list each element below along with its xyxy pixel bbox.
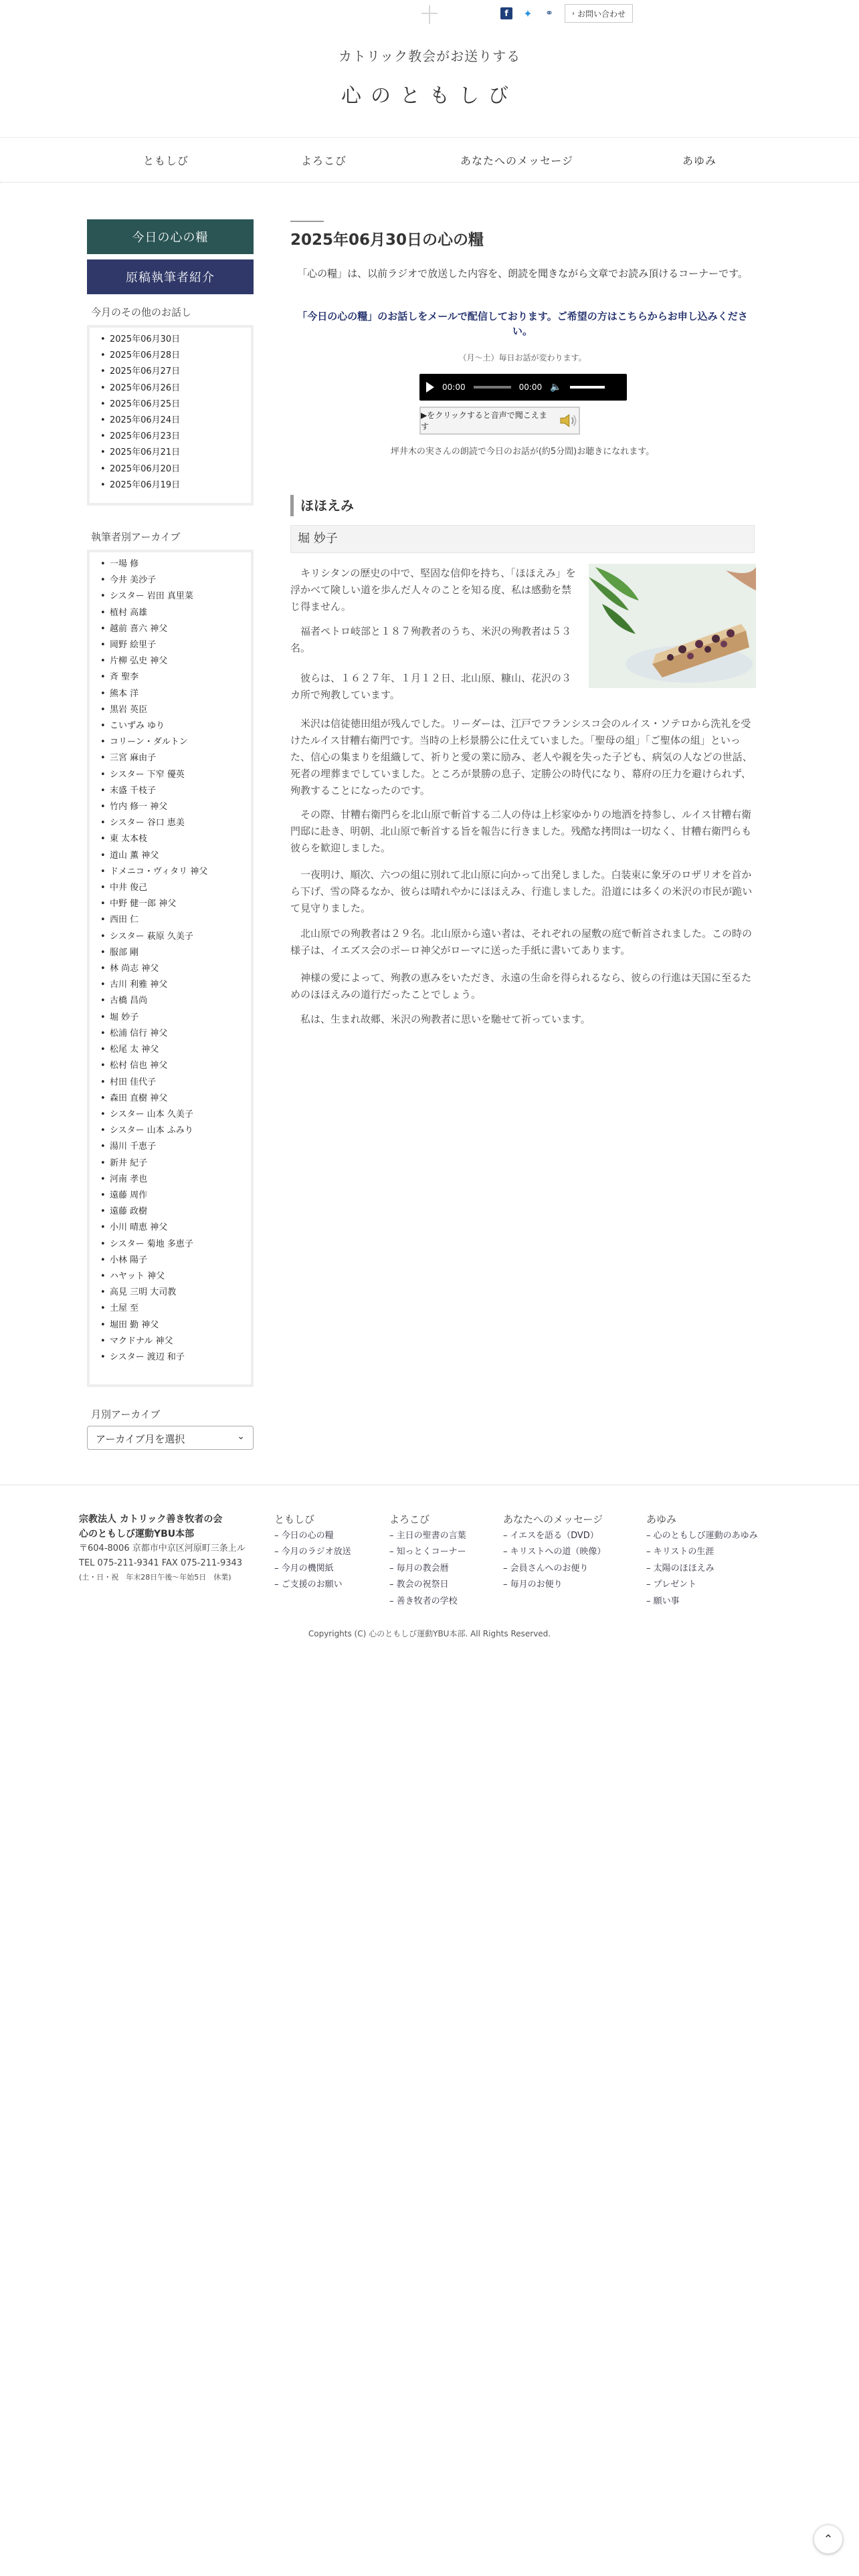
volume-slider[interactable] — [570, 386, 605, 389]
footer-col-heading[interactable]: あなたへのメッセージ — [503, 1513, 603, 1525]
author-archive-link[interactable]: • 黒岩 英臣 — [110, 702, 251, 718]
dash-icon: – — [646, 1580, 654, 1590]
footer-link[interactable] — [389, 1594, 466, 1610]
author-archive-link[interactable]: • 森田 直樹 神父 — [110, 1091, 251, 1107]
footer-link[interactable] — [646, 1561, 758, 1577]
story-paragraph: 神様の愛によって、殉教の恵みをいただき、永遠の生命を得られるなら、彼らの行進は天国に至るためのほほえみの道行だったことでしょう。 — [290, 972, 752, 1000]
author-archive-link[interactable]: • 三宮 麻由子 — [110, 750, 251, 766]
other-story-link[interactable]: • 2025年06月25日 — [110, 397, 251, 413]
footer-col-message — [503, 1512, 605, 1594]
author-archive-link[interactable]: • 松尾 太 神父 — [110, 1042, 251, 1058]
author-archive-link[interactable]: • 服部 剛 — [110, 945, 251, 961]
today-button[interactable]: 今日の心の糧 — [87, 219, 254, 254]
footer-link[interactable] — [389, 1561, 466, 1577]
other-stories-box — [87, 325, 254, 506]
dash-icon: – — [503, 1563, 510, 1574]
audio-player — [419, 374, 627, 401]
top-bar — [500, 4, 633, 23]
monthly-archive-heading: 月別アーカイブ — [91, 1408, 161, 1420]
contact-label: お問い合わせ — [577, 9, 626, 19]
footer-org-branch: 心のともしび運動YBU本部 — [79, 1529, 195, 1539]
chevron-up-icon: ⌃ — [823, 2532, 834, 2547]
author-archive-link[interactable]: • 末盛 千枝子 — [110, 783, 251, 799]
play-icon[interactable] — [426, 382, 434, 393]
other-story-link[interactable]: • 2025年06月24日 — [110, 413, 251, 429]
dash-icon: – — [389, 1580, 397, 1590]
footer-col-tomoshibi — [274, 1512, 351, 1594]
mail-notice-link[interactable]: 「今日の心の糧」のお話しをメールで配信しております。ご希望の方はこちらからお申し込みください。 — [297, 310, 748, 337]
site-tagline: カトリック教会がお送りする — [338, 48, 521, 64]
author-archive-link[interactable]: • 道山 薫 神父 — [110, 848, 251, 864]
author-archive-link[interactable]: • 片柳 弘史 神父 — [110, 653, 251, 669]
dash-icon: – — [389, 1563, 397, 1574]
author-archive-link[interactable]: • 村田 佳代子 — [110, 1075, 251, 1091]
author-archive-link[interactable]: • 竹内 修一 神父 — [110, 799, 251, 815]
footer-link[interactable] — [503, 1561, 605, 1577]
footer-link-label: 善き牧者の学校 — [396, 1596, 458, 1606]
monthly-archive-select-value: アーカイブ月を選択 — [96, 1433, 185, 1445]
footer-link[interactable] — [389, 1528, 466, 1544]
authors-list — [90, 552, 251, 1370]
dash-icon: – — [503, 1580, 510, 1590]
dash-icon: – — [646, 1563, 654, 1574]
other-story-link[interactable]: • 2025年06月23日 — [110, 429, 251, 445]
title-rule — [290, 221, 324, 222]
footer-hours: (土・日・祝 年末28日午後〜年始5日 休業) — [79, 1573, 231, 1582]
page-title: 2025年06月30日の心の糧 — [290, 231, 484, 249]
author-archive-link[interactable]: • 湯川 千恵子 — [110, 1139, 251, 1155]
footer-link-label: 教会の祝祭日 — [396, 1580, 449, 1590]
dash-icon: – — [503, 1547, 510, 1558]
author-archive-link[interactable]: • 松浦 信行 神父 — [110, 1026, 251, 1042]
author-archive-link[interactable]: • 高見 三明 大司教 — [110, 1285, 251, 1301]
footer-link[interactable] — [646, 1528, 758, 1544]
story-paragraph: 米沢は信徒徳田組が残んでした。リーダーは、江戸でフランシスコ会のルイス・ソテロから洗礼を受けたルイス甘糟右衛門です。当時の上杉景勝公に仕えていました。「聖母の組」「ご聖体の組」といった、信心の集まりを組織して、祈りと愛の業に励み、老人や親を失った子ども、病気の人などの世話、死者の埋葬までしていました。ところが景勝の息子、定勝公の時代になり、幕府の圧力を避けられず、殉教することになったのです。 — [290, 718, 753, 796]
footer-org — [79, 1512, 260, 1584]
author-name: 堀 妙子 — [290, 525, 755, 553]
author-archive-link[interactable]: • 植村 高雄 — [110, 605, 251, 621]
footer-link[interactable] — [646, 1577, 758, 1593]
author-archive-link[interactable]: • 堀 妙子 — [110, 1010, 251, 1026]
footer-link-label: ご支援のお願い — [281, 1580, 343, 1590]
listen-note: 坪井木の実さんの朗読で今日のお話が(約5分間)お聴きになれます。 — [390, 447, 655, 457]
footer-tel: TEL 075-211-9341 FAX 075-211-9343 — [79, 1558, 243, 1568]
author-archive-link[interactable]: • 斉 聖李 — [110, 669, 251, 685]
cross-logo-icon — [420, 5, 439, 24]
author-archive-link[interactable]: • 西田 仁 — [110, 912, 251, 928]
author-archive-link[interactable]: • 今井 美沙子 — [110, 572, 251, 588]
footer-col-heading[interactable]: ともしび — [274, 1513, 315, 1525]
nav-item-yorokobi[interactable]: よろこび — [301, 154, 347, 167]
footer-link[interactable] — [274, 1528, 351, 1544]
author-archive-link[interactable]: • 新井 紀子 — [110, 1156, 251, 1172]
footer-link-label: 願い事 — [653, 1596, 680, 1606]
author-archive-link[interactable]: • 越前 喜六 神父 — [110, 621, 251, 637]
dash-icon: – — [646, 1547, 654, 1558]
author-archive-link[interactable]: • 小川 晴恵 神父 — [110, 1220, 251, 1236]
audio-duration: 00:00 — [518, 383, 543, 392]
facebook-icon[interactable]: f — [500, 7, 512, 19]
footer-col-ayumi — [646, 1512, 758, 1610]
story-paragraph: 一夜明け、順次、六つの組に別れて北山原に向かって出発しました。白装束に象牙のロザリオを首から下げ、雪の降るなか、彼らは晴れやかにほほえみ、行進しました。沿道には多くの米沢の市民が跪いて見守りました。 — [290, 869, 753, 914]
footer-link-label: 毎月のお便り — [510, 1580, 563, 1590]
author-archive-link[interactable]: • ハヤット 神父 — [110, 1269, 251, 1285]
nav-item-ayumi[interactable]: あゆみ — [682, 154, 717, 167]
story-paragraph: その際、甘糟右衛門らを北山原で斬首する二人の侍は上杉家ゆかりの地酒を持参し、ルイス甘糟右衛門邸に赴き、明朝、北山原で斬首する旨を報告に行きました。残酷な拷問は一切なく、甘糟右衛門らも彼らを歓迎しました。 — [290, 809, 752, 854]
footer-link-label: 知っとくコーナー — [396, 1547, 466, 1558]
footer-link[interactable] — [389, 1577, 466, 1593]
author-archive-link[interactable]: • シスター 渡辺 和子 — [110, 1350, 251, 1366]
audio-current-time: 00:00 — [442, 383, 466, 392]
dash-icon: – — [389, 1531, 397, 1541]
other-story-link[interactable]: • 2025年06月19日 — [110, 477, 251, 494]
author-archive-link[interactable]: • ドメニコ・ヴィタリ 神父 — [110, 864, 251, 880]
author-archive-link[interactable]: • シスター 山本 久美子 — [110, 1107, 251, 1123]
footer-link[interactable] — [389, 1544, 466, 1560]
story-title: ほほえみ — [290, 495, 755, 516]
author-archive-link[interactable]: • こいずみ ゆり — [110, 718, 251, 734]
listen-label: ▶をクリックすると音声で聞こえます — [421, 411, 547, 431]
footer-link-label: 会員さんへのお便り — [510, 1563, 589, 1574]
footer-link-label: 主日の聖書の言葉 — [396, 1531, 466, 1541]
story-paragraph: 私は、生まれ故郷、米沢の殉教者に思いを馳せて祈っています。 — [300, 1013, 591, 1025]
author-archive-link[interactable]: • マクドナル 神父 — [110, 1333, 251, 1350]
footer-link-label: 今月のラジオ放送 — [281, 1547, 351, 1558]
footer-link-label: キリストの生涯 — [653, 1547, 714, 1558]
author-archive-link[interactable]: • シスター 岩田 真里菜 — [110, 588, 251, 605]
intro-text: 「心の糧」は、以前ラジオで放送した内容を、朗読を聞きながら文章でお読み頂けるコーナーです。 — [297, 267, 748, 280]
other-story-link[interactable]: • 2025年06月28日 — [110, 348, 251, 364]
footer-link-label: 心のともしび運動のあゆみ — [653, 1531, 758, 1541]
footer-link-label: キリストへの道（映像） — [510, 1547, 606, 1558]
copyright: Copyrights (C) 心のともしび運動YBU本部. All Rights Reserved. — [308, 1629, 551, 1638]
other-story-link[interactable]: • 2025年06月21日 — [110, 445, 251, 461]
dash-icon: – — [274, 1580, 282, 1590]
site-title[interactable]: 心のともしび — [341, 84, 518, 108]
other-story-link[interactable]: • 2025年06月27日 — [110, 364, 251, 380]
footer-org-name: 宗教法人 カトリック善き牧者の会 — [79, 1514, 223, 1525]
sound-icon — [559, 413, 579, 428]
footer-col-yorokobi — [389, 1512, 466, 1610]
other-stories-heading: 今月のその他のお話し — [91, 306, 192, 318]
footer-link-label: 今日の心の糧 — [281, 1531, 334, 1541]
story-paragraph: 彼らは、１６２７年、１月１２日、北山原、糠山、花沢の３カ所で殉教しています。 — [290, 672, 572, 701]
author-archive-link[interactable]: • 堀田 勤 神父 — [110, 1317, 251, 1333]
footer-link[interactable] — [646, 1544, 758, 1560]
dash-icon: – — [274, 1563, 282, 1574]
footer-link-label: 毎月の教会暦 — [396, 1563, 449, 1574]
nav-item-tomoshibi[interactable]: ともしび — [143, 154, 189, 167]
footer-link[interactable] — [503, 1577, 605, 1593]
author-archive-link[interactable]: • 東 太本枝 — [110, 831, 251, 847]
author-archive-link[interactable]: • 松村 信也 神父 — [110, 1058, 251, 1074]
chevron-right-icon: › — [572, 9, 575, 17]
monthly-archive-select[interactable] — [87, 1426, 254, 1450]
author-archive-link[interactable]: • コリーン・ダルトン — [110, 734, 251, 750]
nav-item-message[interactable]: あなたへのメッセージ — [460, 154, 574, 167]
footer-link[interactable] — [274, 1561, 351, 1577]
footer-link[interactable] — [274, 1577, 351, 1593]
story-paragraph: 福者ペトロ岐部と１８７殉教者のうち、米沢の殉教者は５３名。 — [290, 625, 572, 654]
story-paragraph: 北山原での殉教者は２９名。北山原から遠い者は、それぞれの屋敷の庭で斬首されました。この時の様子は、イエズス会のポーロ神父がローマに送った手紙に書いてあります。 — [290, 928, 753, 956]
author-archive-link[interactable]: • シスター 下窄 優英 — [110, 767, 251, 783]
footer-link[interactable] — [646, 1594, 758, 1610]
authors-button[interactable]: 原稿執筆者紹介 — [87, 259, 254, 294]
other-story-link[interactable]: • 2025年06月26日 — [110, 381, 251, 397]
author-archive-link[interactable]: • シスター 菊地 多恵子 — [110, 1237, 251, 1253]
author-archive-link[interactable]: • 遠藤 政樹 — [110, 1204, 251, 1220]
author-archive-link[interactable]: • 林 尚志 神父 — [110, 961, 251, 977]
dash-icon: – — [389, 1547, 397, 1558]
author-archive-link[interactable]: • 古川 利雅 神父 — [110, 977, 251, 993]
dash-icon: – — [274, 1547, 282, 1558]
audio-seek-bar[interactable] — [474, 386, 511, 389]
footer-link[interactable] — [503, 1544, 605, 1560]
other-story-link[interactable]: • 2025年06月20日 — [110, 461, 251, 477]
author-archive-link[interactable]: • 小林 陽子 — [110, 1253, 251, 1269]
author-archive-link[interactable]: • 中野 健一郎 神父 — [110, 896, 251, 912]
dash-icon: – — [503, 1531, 510, 1541]
footer-link[interactable] — [274, 1544, 351, 1560]
dash-icon: – — [646, 1596, 654, 1606]
author-archive-link[interactable]: • 河南 孝也 — [110, 1172, 251, 1188]
author-archive-heading: 執筆者別アーカイブ — [91, 531, 181, 543]
listen-audio-button[interactable] — [419, 407, 580, 435]
footer-link-label: 今月の機関紙 — [281, 1563, 334, 1574]
footer-address: 〒604-8006 京都市中京区河原町三条上ル — [79, 1543, 246, 1553]
back-to-top-button[interactable] — [814, 2525, 843, 2554]
story-paragraph: キリシタンの歴史の中で、堅固な信仰を持ち、「ほほえみ」を浮かべて険しい道を歩んだ人々のことを知る度、私は感動を禁じ得ません。 — [290, 567, 576, 613]
speaker-icon[interactable]: 🔈 — [550, 382, 562, 393]
dash-icon: – — [389, 1596, 397, 1606]
footer-col-heading[interactable]: あゆみ — [646, 1513, 677, 1525]
author-archive-link[interactable]: • 岡野 絵里子 — [110, 637, 251, 653]
author-archive-link[interactable]: • 中井 俊己 — [110, 880, 251, 896]
author-archive-link[interactable]: • シスター 萩原 久美子 — [110, 929, 251, 945]
other-stories-list — [90, 328, 251, 498]
author-archive-link[interactable]: • 遠藤 周作 — [110, 1188, 251, 1204]
global-nav — [0, 137, 859, 183]
other-story-link[interactable]: • 2025年06月30日 — [110, 332, 251, 348]
footer-link-label: プレゼント — [653, 1580, 697, 1590]
author-archive-box — [87, 550, 254, 1387]
schedule-note: （月〜土）毎日お話が変わります。 — [458, 353, 587, 362]
author-archive-link[interactable]: • シスター 谷口 恵美 — [110, 815, 251, 831]
author-archive-link[interactable]: • 一場 修 — [110, 556, 251, 572]
footer-link-label: 太陽のほほえみ — [653, 1563, 714, 1574]
dash-icon: – — [646, 1531, 654, 1541]
author-archive-link[interactable]: • 古橋 昌尚 — [110, 993, 251, 1009]
author-archive-link[interactable]: • 土屋 至 — [110, 1301, 251, 1317]
author-archive-link[interactable]: • シスター 山本 ふみり — [110, 1123, 251, 1139]
twitter-icon[interactable]: ✦ — [523, 7, 533, 20]
chevron-down-icon: ⌄ — [237, 1431, 245, 1442]
footer-link-label: イエスを語る（DVD） — [510, 1531, 599, 1541]
story-photo — [589, 564, 756, 688]
dash-icon: – — [274, 1531, 282, 1541]
author-archive-link[interactable]: • 熊本 洋 — [110, 686, 251, 702]
link-icon[interactable]: ⚭ — [545, 8, 553, 19]
contact-button[interactable] — [565, 4, 633, 23]
footer-col-heading[interactable]: よろこび — [389, 1513, 430, 1525]
footer-link[interactable] — [503, 1528, 605, 1544]
